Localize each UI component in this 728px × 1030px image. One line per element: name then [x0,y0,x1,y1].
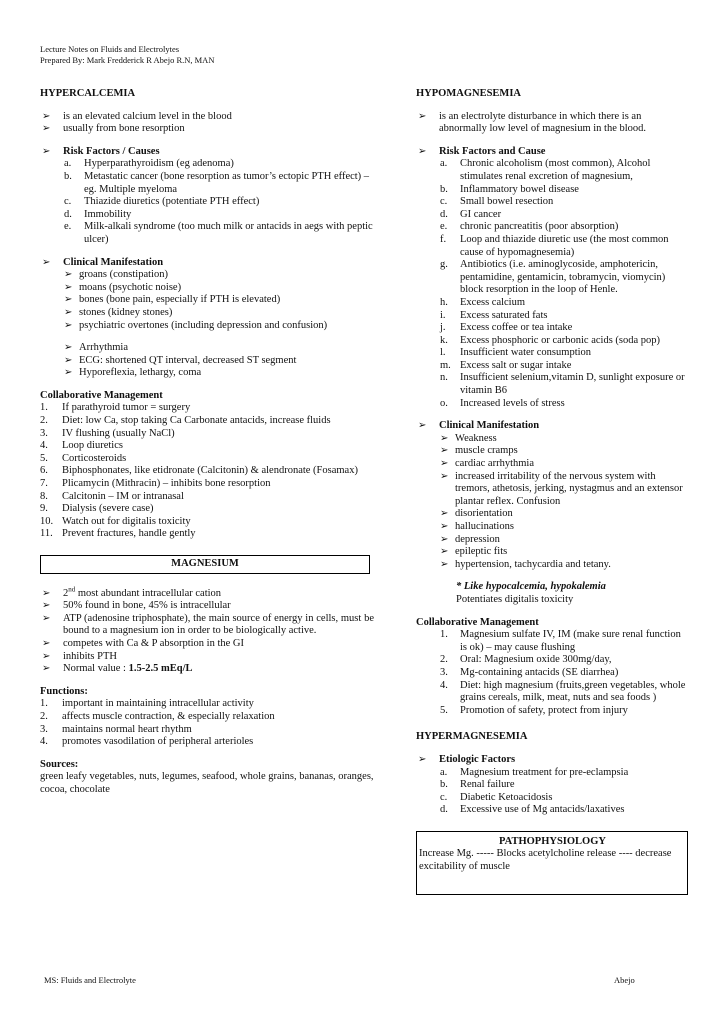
arrow-bullet-icon: ➢ [64,354,73,366]
list-text: hypertension, tachycardia and tetany. [455,558,611,570]
list-item [64,269,374,282]
list-item [40,516,374,529]
arrow-bullet-icon: ➢ [418,420,427,432]
note: * Like hypocalcemia, hypokalemia Potentiates digitalis toxicity [456,581,606,605]
list-marker: i. [440,309,446,321]
list-marker: c. [64,196,72,208]
list-text: maintains normal heart rhythm [62,723,192,735]
list-marker: d. [64,208,72,220]
list-marker: e. [440,221,448,233]
list-text: Excess salt or sugar intake [460,359,572,371]
header-line-2: Prepared By: Mark Fredderick R Abejo R.N, MAN [40,55,215,65]
list-text: increased irritability of the nervous system with tremors, athetosis, jerking, nystagmus and an extensor plantar reflex. Confusion [455,470,683,507]
list-text: Increased levels of stress [460,397,565,409]
list-text: Insufficient selenium,vitamin D, sunlight exposure or vitamin B6 [460,372,685,397]
arrow-bullet-icon: ➢ [42,650,51,662]
list-text: Biphosphonates, like etidronate (Calcitonin) & alendronate (Fosamax) [62,465,358,477]
list-text: Excess coffee or tea intake [460,322,573,334]
list-text: 50% found in bone, 45% is intracellular [63,600,231,612]
list-item: ➢ Normal value : 1.5-2.5 mEq/L [42,663,193,675]
list-text: Excessive use of Mg antacids/laxatives [460,804,625,816]
list-text: Diet: high magnesium (fruits,green vegetables, whole grains cereals, milk, meat, nuts and sea foods ) [460,679,686,704]
list-marker: d. [440,804,448,816]
list-text: psychiatric overtones (including depression and confusion) [79,319,328,331]
risk-factors-list [40,158,374,246]
list-text: GI cancer [460,208,502,220]
list-item [440,433,688,446]
arrow-bullet-icon: ➢ [42,663,51,675]
list-item [416,667,688,680]
left-column [40,88,374,797]
list-marker: k. [440,334,448,346]
list-item: ➢ usually from bone resorption [42,123,185,135]
list-text: Prevent fractures, handle gently [62,528,196,540]
arrow-bullet-icon: ➢ [418,110,427,122]
list-item [40,736,374,749]
manifestation-list [40,269,374,332]
collab-management-heading: Collaborative Management [40,389,163,401]
list-item [40,465,374,478]
list-marker: c. [440,196,448,208]
list-marker: 4. [440,679,448,691]
list-item [64,307,374,320]
list-text: Mg-containing antacids (SE diarrhea) [460,666,619,678]
list-text: Magnesium sulfate IV, IM (make sure renal function is ok) – may cause flushing [460,629,681,653]
list-text: Metastatic cancer (bone resorption as tumor’s ectopic PTH effect) – eg. Multiple myeloma [84,170,370,195]
arrow-bullet-icon: ➢ [440,445,449,457]
list-text: Antibiotics (i.e. aminoglycoside, amphotericin, pentamidine, gentamicin, tobramycin, viomycin) block resorption in the loop of Henle. [460,259,666,296]
list-item [416,335,688,348]
list-item: ➢ 2nd most abundant intracellular cation [42,585,222,599]
list-item [40,209,374,222]
list-item [64,320,374,333]
list-text: Promotion of safety, protect from injury [460,704,628,716]
arrow-bullet-icon: ➢ [418,145,427,157]
clinical-manifestation-heading: ➢ Clinical Manifestation [418,420,540,432]
list-text: disorientation [455,508,513,520]
list-item [40,415,374,428]
list-marker: 2. [440,654,448,666]
list-text: epileptic fits [455,546,508,558]
functions-heading: Functions: [40,685,88,697]
functions-list [40,698,374,748]
list-text: cardiac arrhythmia [455,458,534,470]
list-marker: 3. [40,723,48,735]
list-marker: 10. [40,515,54,527]
list-item: ➢ is an electrolyte disturbance in which there is an abnormally low level of magnesium in the blood. [418,110,647,135]
hypercalcemia-title: HYPERCALCEMIA [40,88,136,99]
list-text: Milk-alkali syndrome (too much milk or antacids in aegs with peptic ulcer) [84,221,373,245]
list-marker: f. [440,233,447,245]
list-text: Magnesium treatment for pre-eclampsia [460,766,629,778]
magnesium-title: MAGNESIUM [40,555,370,574]
list-item [416,779,688,792]
arrow-bullet-icon: ➢ [42,145,51,157]
list-text: Hyporeflexia, lethargy, coma [79,367,202,379]
etiologic-factors-heading: ➢ Etiologic Factors [418,753,516,765]
list-marker: l. [440,347,446,359]
list-item [40,528,374,541]
list-text: depression [455,533,500,545]
list-marker: o. [440,397,448,409]
list-item [416,184,688,197]
list-item [416,804,688,817]
list-text: competes with Ca & P absorption in the GI [63,637,245,649]
list-text: Small bowel resection [460,196,554,208]
list-item [416,322,688,335]
page-header [40,44,214,66]
list-item [64,355,374,368]
list-text: Diet: low Ca, stop taking Ca Carbonate antacids, increase fluids [62,415,331,427]
arrow-bullet-icon: ➢ [64,306,73,318]
list-item [40,638,374,651]
list-marker: 4. [40,440,48,452]
list-text: Weakness [455,432,497,444]
list-marker: 2. [40,710,48,722]
list-item [40,402,374,415]
list-item [40,698,374,711]
list-text: Arrhythmia [79,342,128,354]
list-text: groans (constipation) [79,269,168,281]
list-text: bones (bone pain, especially if PTH is elevated) [79,294,281,306]
arrow-bullet-icon: ➢ [440,508,449,520]
list-item [40,171,374,196]
list-item [440,471,688,509]
list-text: Loop diuretics [62,440,123,452]
list-marker: 11. [40,528,53,540]
list-item [40,428,374,441]
list-item [416,209,688,222]
list-item [40,453,374,466]
collab-management-heading: Collaborative Management [416,616,539,628]
list-item [40,600,374,613]
list-item [440,546,688,559]
list-marker: b. [440,779,448,791]
arrow-bullet-icon: ➢ [42,637,51,649]
list-text: promotes vasodilation of peripheral arterioles [62,736,254,748]
list-marker: 8. [40,490,48,502]
arrow-bullet-icon: ➢ [42,600,51,612]
list-item [416,259,688,297]
list-marker: c. [440,791,448,803]
list-item [440,445,688,458]
list-marker: n. [440,372,448,384]
list-item [64,294,374,307]
list-text: hallucinations [455,521,514,532]
list-item [416,158,688,183]
list-item [40,478,374,491]
list-item [416,234,688,259]
list-item [416,398,688,411]
list-text: Thiazide diuretics (potentiate PTH effect) [84,196,260,208]
pathophysiology-box [416,831,688,895]
arrow-bullet-icon: ➢ [440,546,449,558]
risk-factors-heading: ➢ Risk Factors / Causes [42,145,160,157]
list-marker: a. [440,766,448,778]
list-item [64,367,374,380]
etiologic-factors-list [416,767,688,817]
arrow-bullet-icon: ➢ [42,256,51,268]
collab-management-list [40,402,374,541]
list-marker: a. [440,158,448,170]
list-item [40,613,374,638]
list-marker: e. [64,221,72,233]
risk-factors-list [416,158,688,410]
list-text: Plicamycin (Mithracin) – inhibits bone resorption [62,478,271,490]
list-marker: b. [440,183,448,195]
list-text: Hyperparathyroidism (eg adenoma) [84,158,234,170]
list-item [40,724,374,737]
footer-right: Abejo [614,975,635,985]
pathophysiology-text: Increase Mg. ----- Blocks acetylcholine release ---- decrease excitability of muscle [419,848,672,873]
list-marker: 3. [40,427,48,439]
arrow-bullet-icon: ➢ [64,294,73,306]
list-item: ➢ is an elevated calcium level in the blood [42,110,232,122]
list-marker: b. [64,170,72,182]
list-item [416,347,688,360]
list-item [40,711,374,724]
arrow-bullet-icon: ➢ [42,587,51,599]
list-marker: d. [440,208,448,220]
list-text: Dialysis (severe case) [62,503,154,515]
list-item [40,158,374,171]
list-text: Inflammatory bowel disease [460,183,579,195]
list-marker: 5. [40,452,48,464]
list-item [416,297,688,310]
list-marker: 1. [440,629,448,641]
list-item [416,360,688,373]
arrow-bullet-icon: ➢ [440,533,449,545]
list-text: stones (kidney stones) [79,306,173,318]
arrow-bullet-icon: ➢ [64,281,73,293]
list-marker: 3. [440,666,448,678]
list-item [64,342,374,355]
list-text: affects muscle contraction, & especially relaxation [62,710,275,722]
list-item [40,491,374,504]
list-text: inhibits PTH [63,650,117,662]
list-marker: j. [440,322,446,334]
list-item [40,196,374,209]
list-text: Diabetic Ketoacidosis [460,791,553,803]
list-marker: 9. [40,503,48,515]
list-item [416,196,688,209]
arrow-bullet-icon: ➢ [440,558,449,570]
list-text: Immobility [84,208,132,220]
footer-left: MS: Fluids and Electrolyte [44,975,136,985]
clinical-manifestation-heading: ➢ Clinical Manifestation [42,256,164,268]
list-item [416,221,688,234]
list-text: IV flushing (usually NaCl) [62,427,175,439]
arrow-bullet-icon: ➢ [418,753,427,765]
list-text: Excess calcium [460,296,526,308]
arrow-bullet-icon: ➢ [440,521,449,532]
list-marker: 1. [40,402,48,414]
list-marker: 1. [40,698,48,710]
list-text: Oral: Magnesium oxide 300mg/day, [460,654,612,666]
hypomagnesemia-title: HYPOMAGNESEMIA [416,88,521,99]
list-item [416,767,688,780]
list-text: moans (psychotic noise) [79,281,182,293]
list-text: Loop and thiazide diuretic use (the most common cause of hypomagnesemia) [460,233,669,258]
list-item [416,629,688,654]
list-marker: m. [440,359,451,371]
collab-management-list [416,629,688,717]
arrow-bullet-icon: ➢ [440,458,449,470]
arrow-bullet-icon: ➢ [440,470,449,482]
normal-value: 1.5-2.5 mEq/L [128,663,193,675]
list-item [440,508,688,521]
sources-text: green leafy vegetables, nuts, legumes, seafood, whole grains, bananas, oranges, cocoa, chocolate [40,771,374,795]
manifestation-list [416,433,688,572]
list-text: muscle cramps [455,445,518,457]
arrow-bullet-icon: ➢ [440,432,449,444]
list-item [40,651,374,664]
list-item [416,372,688,397]
list-marker: 2. [40,415,48,427]
sources-heading: Sources: [40,758,79,770]
arrow-bullet-icon: ➢ [42,612,51,624]
list-item [40,221,374,246]
list-item [416,680,688,705]
list-item [64,282,374,295]
list-marker: h. [440,296,448,308]
arrow-bullet-icon: ➢ [64,319,73,331]
list-marker: 6. [40,465,48,477]
list-text: important in maintaining intracellular activity [62,698,254,710]
list-text: If parathyroid tumor = surgery [62,402,191,414]
magnesium-facts-list [40,600,374,663]
list-item [416,310,688,323]
list-marker: g. [440,259,448,271]
manifestation-list [40,342,374,380]
list-text: Excess saturated fats [460,309,548,321]
arrow-bullet-icon: ➢ [64,269,73,281]
list-text: ECG: shortened QT interval, decreased ST segment [79,354,297,366]
list-text: Calcitonin – IM or intranasal [62,490,184,502]
arrow-bullet-icon: ➢ [42,123,51,135]
list-text: Excess phosphoric or carbonic acids (soda pop) [460,334,661,346]
list-item [440,458,688,471]
list-item [440,559,688,572]
list-marker: 7. [40,478,48,490]
pathophysiology-title: PATHOPHYSIOLOGY [499,835,606,847]
list-item [416,705,688,718]
list-text: Corticosteroids [62,452,127,464]
list-marker: 5. [440,704,448,716]
list-marker: a. [64,158,72,170]
list-marker: 4. [40,736,48,748]
list-text: Watch out for digitalis toxicity [62,515,191,527]
list-item [440,521,688,534]
list-text: Insufficient water consumption [460,347,592,359]
list-text: chronic pancreatitis (poor absorption) [460,221,619,233]
arrow-bullet-icon: ➢ [64,342,73,354]
header-line-1: Lecture Notes on Fluids and Electrolytes [40,44,180,54]
arrow-bullet-icon: ➢ [42,110,51,122]
list-text: ATP (adenosine triphosphate), the main source of energy in cells, must be bound to a magnesium ion in order to be biologically active. [63,612,374,637]
list-item [416,792,688,805]
right-column [416,88,688,895]
list-item [440,534,688,547]
list-text: Renal failure [460,779,515,791]
list-item [416,654,688,667]
arrow-bullet-icon: ➢ [64,367,73,379]
list-item [40,503,374,516]
hypermagnesemia-title: HYPERMAGNESEMIA [416,731,528,743]
risk-factors-heading: ➢ Risk Factors and Cause [418,145,546,157]
list-item [40,440,374,453]
list-text: Chronic alcoholism (most common), Alcohol stimulates renal excretion of magnesium, [460,158,651,182]
